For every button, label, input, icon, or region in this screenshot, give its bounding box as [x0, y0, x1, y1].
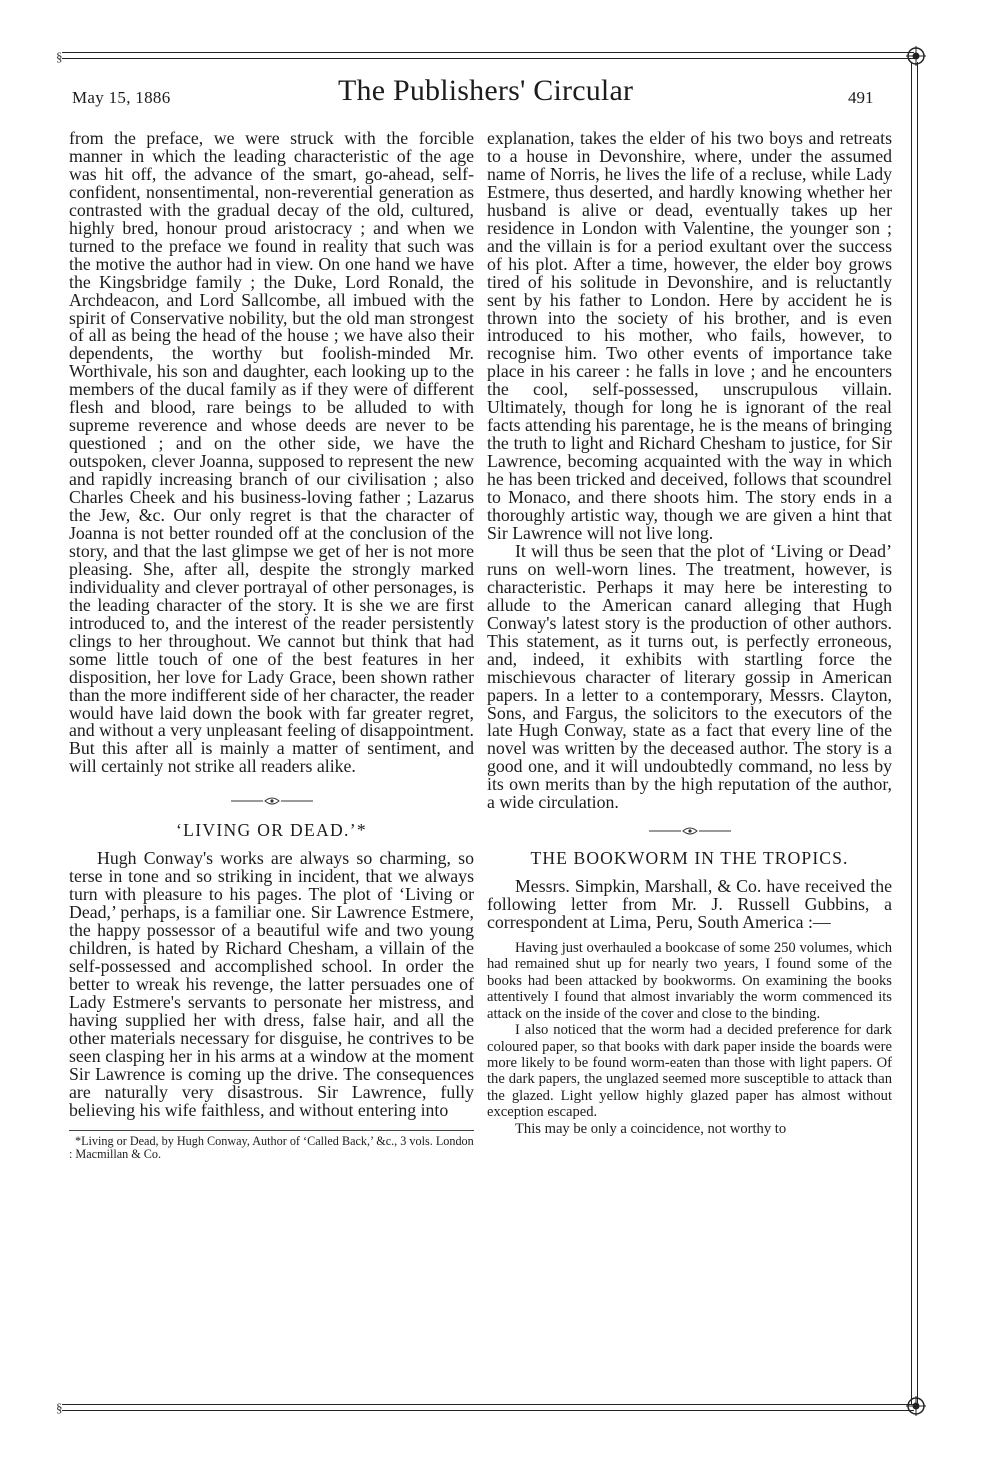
letter-paragraph: This may be only a coincidence, not worthy to: [515, 1120, 787, 1137]
letter-paragraph: Having just overhauled a bookcase of some 250 volumes, which had remained shut up for nearly two years, I found some of the books had been attacked by bookworms. On examining the books attentively I found that almost invariably the worm commenced its attack on the inside of the cover and close to the binding.: [487, 940, 892, 1022]
right-double-rule: [911, 62, 918, 1404]
corner-ornament-icon: [904, 44, 928, 68]
letter-paragraph: I also noticed that the worm had a decided preference for dark coloured paper, so that books with dark paper inside the boards were more likely to be found worm-eaten than those with light papers. Of the dark papers, the unglazed seemed more susceptible to attack than the glazed. Light yellow highly glazed paper has almost without exception escaped.: [487, 1022, 892, 1121]
section-divider-icon: [227, 794, 317, 808]
bookworm-intro: Messrs. Simpkin, Marshall, & Co. have received the following letter from Mr. J. Russell Gubbins, a correspondent at Lima, Peru, South America :—: [487, 876, 892, 933]
footnote: *Living or Dead, by Hugh Conway, Author of ‘Called Back,’ &c., 3 vols. London : Macmillan & Co.: [69, 1133, 474, 1161]
review-conclusion: It will thus be seen that the plot of ‘Living or Dead’ runs on well-worn lines. The treatment, however, is characteristic. Perhaps it may here be interesting to allude to the American canard alleging that Hugh Conway's latest story is the production of other authors. This statement, as it turns out, is perfectly erroneous, and, indeed, it exhibits with startling force the mischievous character of literary gossip in American papers. In a letter to a contemporary, Messrs. Clayton, Sons, and Fargus, the solicitors to the executors of the late Hugh Conway, state as a fact that every line of the novel was written by the deceased author. The story is a good one, and it will undoubtedly command, no less by its own merits than by the high reputation of the author, a wide circulation.: [487, 540, 892, 813]
issue-date: May 15, 1886: [72, 88, 171, 107]
top-double-rule: [62, 52, 914, 59]
left-column: [69, 130, 474, 1161]
left-rule-ornament-icon: §: [56, 49, 63, 64]
publication-title: The Publishers' Circular: [338, 74, 634, 107]
living-or-dead-review: Hugh Conway's works are always so charming, so terse in tone and so striking in incident, that we always turn with pleasure to his pages. The plot of ‘Living or Dead,’ perhaps, is a familiar one. Sir Lawrence Estmere, the happy possessor of a beautiful wife and two young children, is hated by Richard Chesham, a villain of the self-possessed and accomplished school. In order the better to wreak his revenge, the latter persuades one of Lady Estmere's servants to personate her mistress, and having supplied her with dress, false hair, and all the other materials necessary for disguise, he contrives to be seen clasping her in his arms at a window at the moment Sir Lawrence is coming up the drive. The consequences are naturally very disastrous. Sir Lawrence, fully believing his wife faithless, and without entering into: [69, 848, 474, 1120]
section-heading-bookworm: THE BOOKWORM IN THE TROPICS.: [530, 848, 849, 869]
review-continuation: from the preface, we were struck with the forcible manner in which the leading characteristic of the age was hit off, the advance of the smart, go-ahead, self-confident, nonsentimental, non-reverential generation as contrasted with the gradual decay of the old, cultured, highly bred, honour proud aristocracy ; and when we turned to the preface we found in reality that such was the motive the author had in view. On one hand we have the Kingsbridge family ; the Duke, Lord Ronald, the Archdeacon, and Lord Sallcombe, all imbued with the spirit of Conservative nobility, but the old man strongest of all as being the head of the house ; we have also their dependents, the worthy but foolish-minded Mr. Worthivale, his son and daughter, each looking up to the members of the ducal family as if they were of different flesh and blood, rare beings to be alluded to with supreme reverence and whose deeds are never to be questioned ; and on the other side, we have the outspoken, clever Joanna, supposed to represent the new and rapidly increasing branch of our civilisation ; also Charles Cheek and his business-loving father ; Lazarus the Jew, &c. Our only regret is that the character of Joanna is not better rounded off at the conclusion of the story, and that the last glimpse we get of her is not more pleasing. She, after all, despite the strongly marked individuality and clever portrayal of other personages, is the leading character of the story. It is she we are first introduced to, and the interest of the reader persistently clings to her throughout. We cannot but think that had some little touch of one of the best features in her disposition, her love for Lady Grace, been shown rather than the more indifferent side of her character, the reader would have laid down the book with far greater regret, and without a very unpleasant feeling of disappointment. But this after all is mainly a matter of sentiment, and will certainly not strike all readers alike.: [69, 128, 474, 777]
review-continuation-right: explanation, takes the elder of his two boys and retreats to a house in Devonshire, where, under the assumed name of Norris, he lives the life of a recluse, while Lady Estmere, thus deserted, and hardly knowing whether her husband is alive or dead, eventually takes up her residence in London with Valentine, the younger son ; and the villain is for a period exultant over the success of his plot. After a time, however, the elder boy grows tired of his solitude in Devonshire, and is reluctantly sent by his father to London. Here by accident he is thrown into the society of his brother, and is even introduced to his mother, who fails, however, to recognise him. Two other events of importance take place in his career : he falls in love ; and he encounters the cool, self-possessed, unscrupulous villain. Ultimately, though for long he is ignorant of the real facts attending his parentage, he is the means of bringing the truth to light and Richard Chesham to justice, for Sir Lawrence, becoming acquainted with the way in which he has been tricked and deceived, follows that scoundrel to Monaco, and there shoots him. The story ends in a thoroughly artistic way, though we are given a hint that Sir Lawrence will not live long.: [487, 128, 892, 543]
page-number: 491: [848, 88, 874, 107]
corner-ornament-icon: [904, 1394, 928, 1418]
right-column: [487, 130, 892, 1137]
left-rule-ornament-icon: §: [56, 1400, 63, 1415]
section-heading-living-or-dead: ‘LIVING OR DEAD.’*: [176, 820, 367, 841]
section-divider-icon: [645, 824, 735, 838]
bottom-double-rule: [62, 1404, 914, 1411]
footnote-rule: [69, 1130, 474, 1131]
